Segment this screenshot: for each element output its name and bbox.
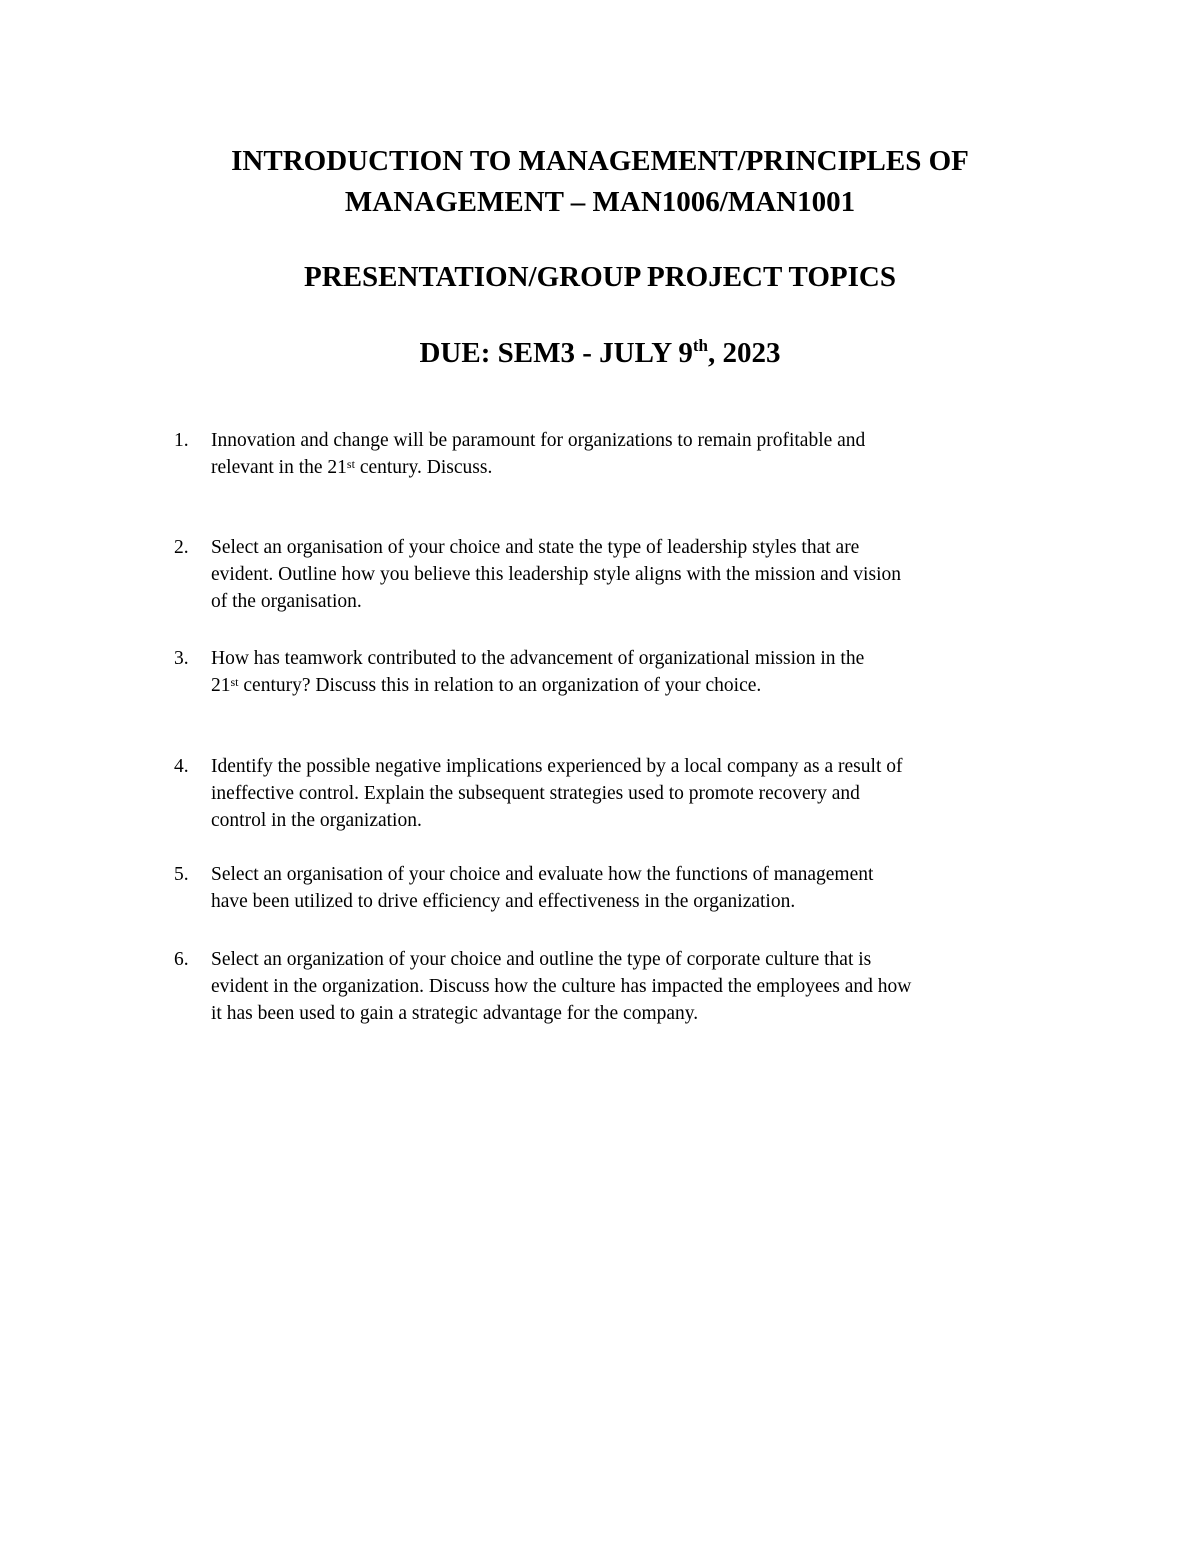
- topic-line: Identify the possible negative implications experienced by a local company as a result of: [211, 756, 903, 777]
- topic-line-text: century? Discuss this in relation to an organization of your choice.: [238, 675, 762, 696]
- topic-line: have been utilized to drive efficiency and effectiveness in the organization.: [211, 891, 796, 912]
- topic-line: How has teamwork contributed to the advancement of organizational mission in the: [211, 648, 865, 669]
- due-date-suffix: , 2023: [708, 337, 781, 369]
- topic-line: evident. Outline how you believe this leadership style aligns with the mission and vision: [211, 564, 901, 585]
- document-title-line-2: MANAGEMENT – MAN1006/MAN1001: [344, 186, 856, 218]
- topic-line: [211, 672, 1071, 699]
- topic-line: Select an organisation of your choice and state the type of leadership styles that are: [211, 537, 860, 558]
- topic-line-text: relevant in the 21: [211, 457, 347, 478]
- topic-line: Select an organization of your choice and outline the type of corporate culture that is: [211, 949, 872, 970]
- due-date-prefix: DUE: SEM3 - JULY 9: [419, 337, 693, 369]
- topic-line-text: 21: [211, 675, 231, 696]
- topic-number: 2.: [174, 537, 189, 558]
- topic-line: evident in the organization. Discuss how the culture has impacted the employees and how: [211, 976, 912, 997]
- topic-line: of the organisation.: [211, 591, 362, 612]
- topic-text: [211, 753, 1071, 834]
- document-subtitle: PRESENTATION/GROUP PROJECT TOPICS: [304, 261, 896, 293]
- topic-number: 3.: [174, 648, 189, 669]
- due-date-superscript: th: [692, 336, 708, 355]
- topic-line: control in the organization.: [211, 810, 422, 831]
- topic-text: [211, 534, 1071, 615]
- topic-text: [211, 645, 1071, 699]
- topic-number: 1.: [174, 430, 189, 451]
- topic-text: [211, 861, 1071, 915]
- topic-line: ineffective control. Explain the subsequent strategies used to promote recovery and: [211, 783, 860, 804]
- topic-line: it has been used to gain a strategic advantage for the company.: [211, 1003, 699, 1024]
- ordinal-superscript: st: [230, 675, 239, 689]
- due-date: [0, 336, 1200, 369]
- topic-number: 5.: [174, 864, 189, 885]
- topic-number: 4.: [174, 756, 189, 777]
- topic-text: [211, 946, 1071, 1027]
- document-title-line-1: INTRODUCTION TO MANAGEMENT/PRINCIPLES OF: [231, 145, 969, 177]
- topic-line: Innovation and change will be paramount for organizations to remain profitable and: [211, 430, 866, 451]
- topic-line: [211, 454, 1071, 481]
- topic-text: [211, 427, 1071, 481]
- topic-line: Select an organisation of your choice and evaluate how the functions of management: [211, 864, 874, 885]
- ordinal-superscript: st: [346, 457, 355, 471]
- topic-number: 6.: [174, 949, 189, 970]
- topic-line-text: century. Discuss.: [354, 457, 493, 478]
